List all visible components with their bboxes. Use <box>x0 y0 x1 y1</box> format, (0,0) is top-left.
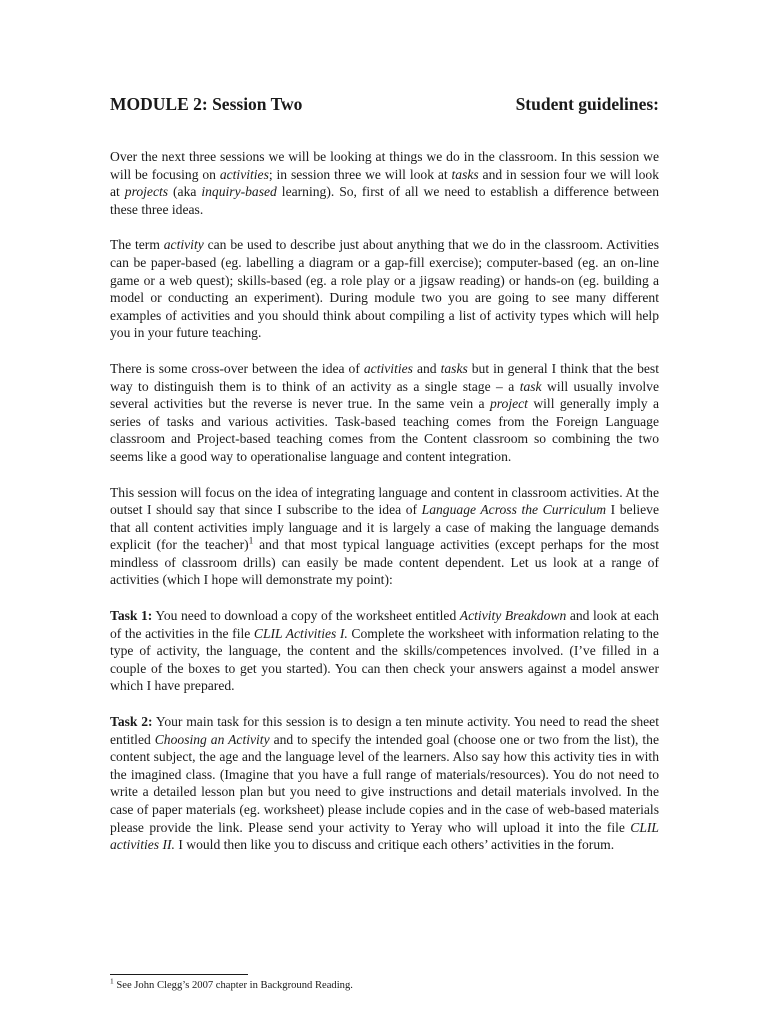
emphasis: Choosing an Activity <box>154 731 270 747</box>
intro-paragraph <box>110 148 659 218</box>
footnote-divider <box>110 974 248 975</box>
text-run: and to specify the intended goal (choose one or two from the list), the content subject, the age and the language level of the learners. Also say how this activity ties in with the imagined class. (Imagine that you have a full range of materials/resources). You do not need to write a detailed lesson plan but you need to give instructions and detail materials involved. In the case of paper materials (eg. worksheet) please include copies and in the case of web-based materials please provide the link. Please send your activity to Yeray who will upload it into the file <box>110 731 660 835</box>
text-run: ; in session three we will look at <box>268 166 452 182</box>
text-run: (aka <box>168 184 202 200</box>
text-run: I would then like you to discuss and critique each others’ activities in the forum. <box>174 837 615 853</box>
text-run: and that most typical language activities (except perhaps for the most mindless of classroom drills) can easily be made content dependent. Let us look at a range of activities (which I hope will demonstrate my point): <box>110 537 659 588</box>
text-run: I believe that all content activities imply language and it is largely a case of making the language demands explicit (for the teacher) <box>110 502 660 553</box>
emphasis: activities <box>363 360 413 376</box>
text-run: Complete the worksheet with information relating to the type of activity, the language, the content and the skills/competences involved. (I’ve filled in a couple of the boxes to get you started). You can then check your answers against a model answer which I have prepared. <box>110 625 659 694</box>
emphasis: CLIL activities II. <box>110 819 659 853</box>
emphasis: Activity Breakdown <box>459 608 567 624</box>
text-run: The term <box>110 237 164 253</box>
footnote-reference: 1 <box>248 536 254 547</box>
text-run: but in general I think that the best way to distinguish them is to think of an activity as a single stage – a <box>110 360 659 394</box>
emphasis: CLIL Activities I. <box>253 625 348 641</box>
emphasis: project <box>489 396 528 412</box>
emphasis: activities <box>219 166 269 182</box>
text-run: can be used to describe just about anything that we do in the classroom. Activities can be paper-based (eg. labelling a diagram or a gap-fill exercise); computer-based (eg. an on-line game or a web quest); skills-based (eg. a role play or a jigsaw reading) or hands-on (eg. building a model or conducting an experiment). During module two you are going to see many different examples of activities and you should think about compiling a list of activity types which will help you in your future teaching. <box>110 237 660 341</box>
task-2-label: Task 2: <box>110 714 153 730</box>
emphasis: activity <box>163 237 204 253</box>
session-focus-paragraph <box>110 484 659 590</box>
task-1-label: Task 1: <box>110 608 153 624</box>
task-2-paragraph <box>110 713 659 854</box>
document-body <box>110 92 659 872</box>
text-run: learning). So, first of all we need to establish a difference between these three ideas. <box>110 184 659 217</box>
page-title: MODULE 2: Session Two <box>110 94 303 114</box>
text-run: and look at each of the activities in the file <box>110 608 659 641</box>
text-run: will generally imply a series of tasks and various activities. Task-based teaching comes from the Foreign Language classroom and Project-based teaching comes from the Content classroom so combining the two seems like a good way to operationalise language and content integration. <box>110 396 659 464</box>
footnote-text: See John Clegg’s 2007 chapter in Background Reading. <box>113 980 353 991</box>
emphasis: Language Across the Curriculum <box>421 502 607 518</box>
text-run: There is some cross-over between the idea of <box>110 360 364 376</box>
page-heading <box>110 92 659 116</box>
activity-definition-paragraph <box>110 236 659 342</box>
text-run: This session will focus on the idea of integrating language and content in classroom activities. At the outset I should say that since I subscribe to the idea of <box>110 484 659 518</box>
footnote <box>110 976 353 993</box>
text-run: will usually involve several activities but the reverse is never true. In the same vein a <box>110 378 660 412</box>
text-run: You need to download a copy of the worksheet entitled <box>152 608 460 624</box>
emphasis: tasks <box>451 166 479 182</box>
page-subtitle: Student guidelines: <box>515 94 659 114</box>
footnote-marker: 1 <box>110 976 114 986</box>
emphasis: task <box>519 378 542 394</box>
task-1-paragraph <box>110 607 659 695</box>
text-run: and in session four we will look at <box>110 166 659 200</box>
text-run: Over the next three sessions we will be looking at things we do in the classroom. In this session we will be focusing on <box>110 149 659 182</box>
crossover-paragraph <box>110 360 659 466</box>
text-run: and <box>412 360 441 376</box>
emphasis: tasks <box>440 360 468 376</box>
emphasis: projects <box>124 184 169 200</box>
emphasis: inquiry-based <box>201 184 277 200</box>
text-run: Your main task for this session is to design a ten minute activity. You need to read the sheet entitled <box>110 714 659 747</box>
